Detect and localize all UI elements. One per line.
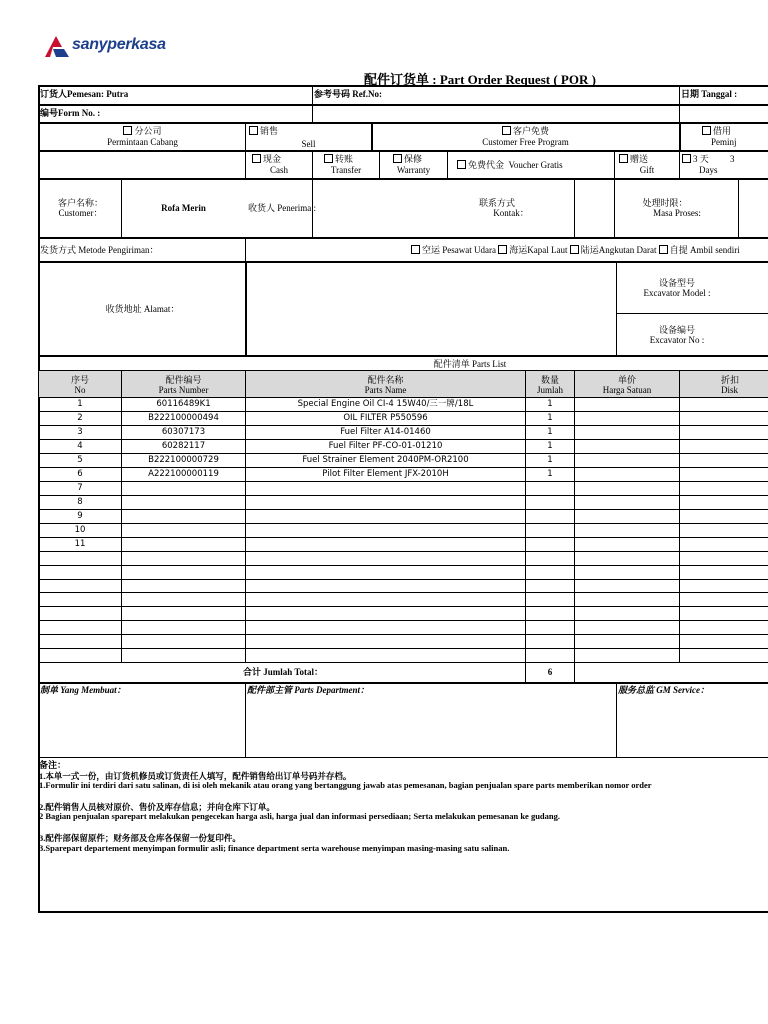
part-name-cell[interactable]: Special Engine Oil CI-4 15W40/三一牌/18L	[297, 399, 474, 409]
row-no-cell[interactable]: 9	[77, 511, 83, 521]
part-number-cell[interactable]: B222100000729	[148, 455, 219, 465]
transfer-label: Transfer	[330, 165, 362, 175]
row-divider	[38, 579, 768, 580]
part-name-cell[interactable]: OIL FILTER P550596	[343, 413, 428, 423]
col-part-name-cn: 配件名称	[367, 375, 404, 385]
option-days[interactable]: 3 天	[682, 154, 709, 164]
days-label: Days	[699, 165, 718, 175]
row-divider	[38, 620, 768, 621]
part-number-cell[interactable]: B222100000494	[148, 413, 219, 423]
option-cfp[interactable]: 客户免费	[372, 126, 679, 136]
proses-label-cn: 处理时限：	[642, 198, 688, 208]
option-cabang[interactable]: 分公司	[40, 126, 245, 136]
option-warranty[interactable]: 保修	[393, 154, 422, 164]
row-divider	[38, 537, 768, 538]
customer-name[interactable]: Rofa Merin	[161, 203, 206, 213]
qty-cell[interactable]: 1	[547, 413, 553, 423]
model-label: Excavator Model :	[643, 288, 711, 298]
qty-cell[interactable]: 1	[547, 399, 553, 409]
row-no-cell[interactable]: 8	[77, 497, 83, 507]
checkbox-icon	[411, 245, 420, 254]
parts-list-title: 配件清单 Parts List	[433, 359, 507, 369]
form-no-field[interactable]: 编号Form No. :	[40, 108, 101, 118]
checkbox-icon	[682, 154, 691, 163]
checkbox-icon	[498, 245, 507, 254]
signature-gm-service[interactable]: 服务总监 GM Service：	[618, 685, 709, 695]
row-divider	[38, 523, 768, 524]
company-logo	[40, 33, 194, 60]
note-1: 1.Formulir ini terdiri dari satu salinan, di isi oleh mekanik atau orang yang bertanggung jawab atas pemesanan, bagian penjualan spare parts memberikan nomor order	[39, 780, 652, 790]
notes-title: 备注：	[39, 760, 67, 770]
qty-cell[interactable]: 1	[547, 469, 553, 479]
row-divider	[38, 565, 768, 566]
option-transfer[interactable]: 转账	[324, 154, 353, 164]
signature-parts-dept[interactable]: 配件部主管 Parts Department：	[247, 685, 370, 695]
row-divider	[38, 481, 768, 482]
note-2: 2 Bagian penjualan sparepart melakukan pengecekan harga asli, harga jual dan informasi persediaan; Serta melakukan pemesanan ke gudang.	[39, 811, 561, 821]
row-no-cell[interactable]: 1	[77, 399, 83, 409]
option-cash[interactable]: 现金	[252, 154, 281, 164]
col-disc: Disk	[721, 385, 739, 395]
excavator-no-label-cn: 设备编号	[658, 325, 695, 335]
total-label: 合计 Jumlah Total：	[243, 667, 324, 677]
col-price-cn: 单价	[617, 375, 636, 385]
row-divider	[38, 606, 768, 607]
ref-no-field[interactable]: 参考号码 Ref.No:	[314, 89, 382, 99]
customer-label: Customer：	[58, 208, 103, 218]
qty-cell[interactable]: 1	[547, 455, 553, 465]
checkbox-icon	[502, 126, 511, 135]
row-divider	[38, 648, 768, 649]
checkbox-icon	[123, 126, 132, 135]
customer-label-cn: 客户名称：	[57, 198, 103, 208]
option-sea[interactable]: 海运Kapal Laut	[498, 245, 567, 255]
col-no: No	[74, 385, 86, 395]
warranty-label: Warranty	[396, 165, 431, 175]
sany-logo-icon	[42, 33, 72, 60]
cash-label: Cash	[270, 165, 288, 175]
row-no-cell[interactable]: 7	[77, 483, 83, 493]
note-3-cn: 3.配件部保留原件；财务部及仓库各保留一份复印件。	[39, 833, 241, 843]
row-no-cell[interactable]: 2	[77, 413, 83, 423]
part-name-cell[interactable]: Fuel Strainer Element 2040PM-OR2100	[302, 455, 469, 465]
checkbox-icon	[324, 154, 333, 163]
row-divider	[38, 509, 768, 510]
checkbox-icon	[457, 160, 466, 169]
row-divider	[38, 634, 768, 635]
sell-label: Sell	[301, 139, 316, 149]
part-number-cell[interactable]: 60116489K1	[156, 399, 211, 409]
col-qty: Jumlah	[537, 385, 563, 395]
proses-label: Masa Proses:	[653, 208, 701, 218]
note-2-cn: 2.配件销售人员核对原价、售价及库存信息；并向仓库下订单。	[39, 802, 275, 812]
penerima-label: 收货人 Penerima :	[248, 203, 316, 213]
cfp-label: Customer Free Program	[482, 137, 569, 147]
pinjam-label: Peminj	[711, 137, 737, 147]
row-no-cell[interactable]: 3	[77, 427, 83, 437]
checkbox-icon	[659, 245, 668, 254]
option-pickup[interactable]: 自提 Ambil sendiri	[659, 245, 740, 255]
note-3: 3.Sparepart departement menyimpan formulir asli; finance department serta warehouse menyimpan masing-masing satu salinan.	[39, 843, 510, 853]
kontak-label-cn: 联系方式	[478, 198, 515, 208]
option-sell[interactable]: 销售	[249, 126, 278, 136]
part-name-cell[interactable]: Pilot Filter Element JFX-2010H	[322, 469, 449, 479]
row-divider	[38, 551, 768, 552]
part-number-cell[interactable]: 60307173	[161, 427, 206, 437]
address-label: 收货地址 Alamat：	[105, 304, 180, 314]
col-no-cn: 序号	[70, 375, 89, 385]
days-number: 3	[730, 154, 735, 164]
checkbox-icon	[393, 154, 402, 163]
row-no-cell[interactable]: 6	[77, 469, 83, 479]
note-1-cn: 1.本单一式一份，由订货机修员或订货责任人填写，配件销售给出订单号码并存档。	[39, 771, 352, 781]
page-title: 配件订货单 : Part Order Request ( POR )	[364, 72, 596, 87]
checkbox-icon	[249, 126, 258, 135]
col-part-number: Parts Number	[158, 385, 209, 395]
cabang-label: Permintaan Cabang	[107, 137, 178, 147]
col-part-name: Parts Name	[364, 385, 407, 395]
checkbox-icon	[570, 245, 579, 254]
kontak-label: Kontak：	[493, 208, 529, 218]
row-divider	[38, 592, 768, 593]
col-price: Harga Satuan	[602, 385, 652, 395]
row-divider	[38, 495, 768, 496]
col-part-number-cn: 配件编号	[165, 375, 202, 385]
option-pinjam[interactable]: 借用	[702, 126, 731, 136]
part-name-cell[interactable]: Fuel Filter A14-01460	[340, 427, 431, 437]
option-land[interactable]: 陆运Angkutan Darat	[570, 245, 657, 255]
option-air[interactable]: 空运 Pesawat Udara	[411, 245, 496, 255]
option-voucher[interactable]: 免费代金 Voucher Gratis	[457, 160, 563, 170]
checkbox-icon	[252, 154, 261, 163]
model-label-cn: 设备型号	[658, 278, 695, 288]
total-qty: 6	[547, 667, 553, 677]
col-disc-cn: 折扣	[721, 375, 740, 385]
gift-label: Gift	[639, 165, 655, 175]
shipping-label: 发货方式 Metode Pengiriman：	[40, 245, 159, 255]
checkbox-icon	[702, 126, 711, 135]
row-no-cell[interactable]: 4	[77, 441, 83, 451]
row-no-cell[interactable]: 10	[74, 525, 86, 535]
logo-wordmark: sanyperkasa	[72, 36, 166, 53]
row-no-cell[interactable]: 11	[74, 539, 86, 549]
part-number-cell[interactable]: A222100000119	[148, 469, 219, 479]
col-qty-cn: 数量	[540, 375, 559, 385]
tanggal-field[interactable]: 日期 Tanggal :	[681, 89, 738, 99]
excavator-no-label: Excavator No :	[649, 335, 705, 345]
row-no-cell[interactable]: 5	[77, 455, 83, 465]
qty-cell[interactable]: 1	[547, 441, 553, 451]
qty-cell[interactable]: 1	[547, 427, 553, 437]
option-gift[interactable]: 赠送	[619, 154, 648, 164]
address-field[interactable]	[247, 263, 615, 354]
part-name-cell[interactable]: Fuel Filter PF-CO-01-01210	[328, 441, 443, 451]
pemesan-field[interactable]: 订货人Pemesan: Putra	[40, 89, 129, 99]
checkbox-icon	[619, 154, 628, 163]
part-number-cell[interactable]: 60282117	[161, 441, 206, 451]
signature-maker[interactable]: 制单 Yang Membuat：	[40, 685, 126, 695]
shipping-options	[411, 245, 740, 255]
